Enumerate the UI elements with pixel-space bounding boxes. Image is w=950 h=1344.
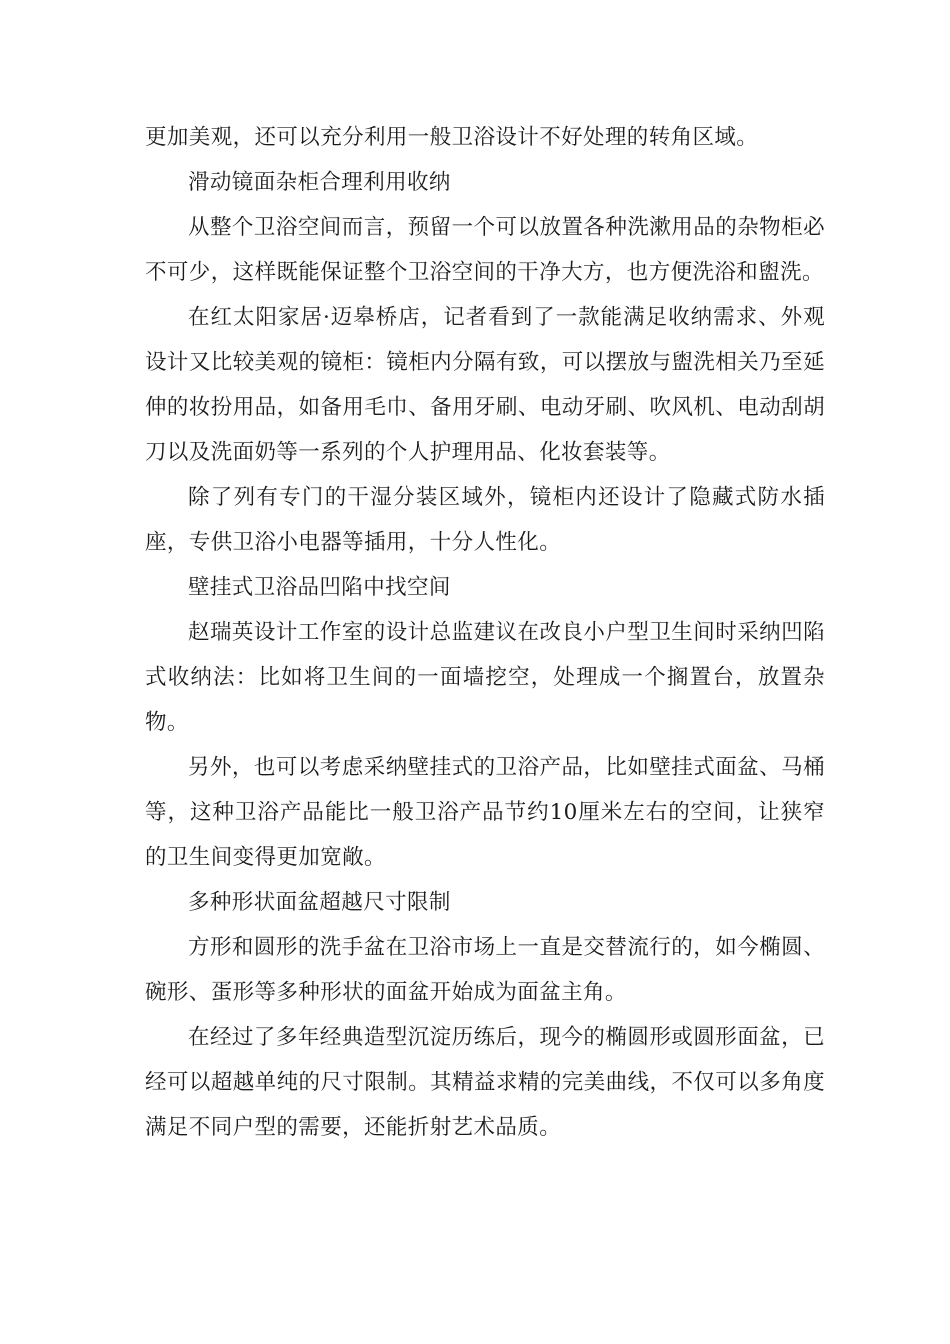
paragraph-5: 赵瑞英设计工作室的设计总监建议在改良小户型卫生间时采纳凹陷式收纳法：比如将卫生间的一面墙挖空，处理成一个搁置台，放置杂物。: [145, 620, 825, 735]
section-heading-wall-mounted: 壁挂式卫浴品凹陷中找空间: [188, 575, 451, 600]
paragraph-3: 在红太阳家居·迈皋桥店，记者看到了一款能满足收纳需求、外观设计又比较美观的镜柜：镜柜内分隔有致，可以摆放与盥洗相关乃至延伸的妆扮用品，如备用毛巾、备用牙刷、电动牙刷、吹风机、电动刮胡刀以及洗面奶等一系列的个人护理用品、化妆套装等。: [145, 305, 825, 465]
paragraph-4: 除了列有专门的干湿分装区域外，镜柜内还设计了隐藏式防水插座，专供卫浴小电器等插用，十分人性化。: [145, 485, 825, 555]
paragraph-2: 从整个卫浴空间而言，预留一个可以放置各种洗漱用品的杂物柜必不可少，这样既能保证整个卫浴空间的干净大方，也方便洗浴和盥洗。: [145, 215, 825, 285]
paragraph-6: 另外，也可以考虑采纳壁挂式的卫浴产品，比如壁挂式面盆、马桶等，这种卫浴产品能比一般卫浴产品节约10厘米左右的空间，让狭窄的卫生间变得更加宽敞。: [145, 755, 825, 870]
paragraph-1: 更加美观，还可以充分利用一般卫浴设计不好处理的转角区域。: [145, 125, 759, 150]
paragraph-7: 方形和圆形的洗手盆在卫浴市场上一直是交替流行的，如今椭圆、碗形、蛋形等多种形状的面盆开始成为面盆主角。: [145, 935, 825, 1005]
section-heading-mirror-cabinet: 滑动镜面杂柜合理利用收纳: [188, 170, 451, 195]
document-body: [145, 115, 825, 1150]
paragraph-8: 在经过了多年经典造型沉淀历练后，现今的椭圆形或圆形面盆，已经可以超越单纯的尺寸限制。其精益求精的完美曲线，不仅可以多角度满足不同户型的需要，还能折射艺术品质。: [145, 1025, 825, 1140]
section-heading-basin-shapes: 多种形状面盆超越尺寸限制: [188, 890, 451, 915]
